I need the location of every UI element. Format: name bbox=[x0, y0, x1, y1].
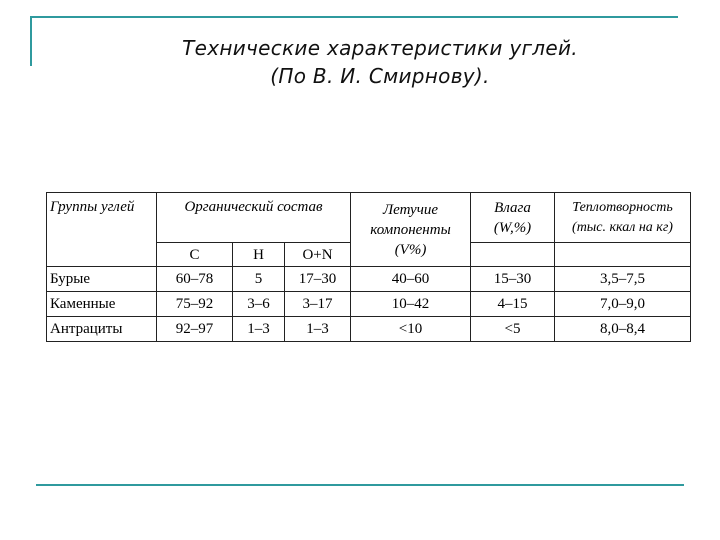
cell-volatile: 40–60 bbox=[351, 267, 471, 292]
cell-heat-value: 7,0–9,0 bbox=[555, 292, 691, 317]
cell-group-name: Бурые bbox=[47, 267, 157, 292]
subheader-moisture-blank bbox=[471, 243, 555, 267]
header-organic-composition: Органический состав bbox=[157, 193, 351, 243]
cell-volatile: <10 bbox=[351, 317, 471, 342]
coal-characteristics-table bbox=[46, 192, 691, 342]
decor-line-bottom bbox=[36, 484, 684, 486]
page-title bbox=[60, 34, 700, 90]
cell-group-name: Антрациты bbox=[47, 317, 157, 342]
cell-moisture: 15–30 bbox=[471, 267, 555, 292]
title-line-1: Технические характеристики углей. bbox=[182, 36, 578, 60]
subheader-hydrogen: Н bbox=[233, 243, 285, 267]
cell-heat-value: 3,5–7,5 bbox=[555, 267, 691, 292]
cell-moisture: <5 bbox=[471, 317, 555, 342]
cell-carbon: 60–78 bbox=[157, 267, 233, 292]
cell-carbon: 75–92 bbox=[157, 292, 233, 317]
cell-hydrogen: 5 bbox=[233, 267, 285, 292]
cell-oxygen-nitrogen: 3–17 bbox=[285, 292, 351, 317]
subheader-carbon: С bbox=[157, 243, 233, 267]
cell-group-name: Каменные bbox=[47, 292, 157, 317]
cell-moisture: 4–15 bbox=[471, 292, 555, 317]
cell-heat-value: 8,0–8,4 bbox=[555, 317, 691, 342]
table-row bbox=[47, 317, 691, 342]
table-row bbox=[47, 292, 691, 317]
decor-line-left bbox=[30, 16, 32, 66]
cell-hydrogen: 1–3 bbox=[233, 317, 285, 342]
header-heat-value: Теплотворность (тыс. ккал на кг) bbox=[555, 193, 691, 243]
subheader-oxygen-nitrogen: О+N bbox=[285, 243, 351, 267]
header-coal-groups: Группы углей bbox=[47, 193, 157, 267]
cell-carbon: 92–97 bbox=[157, 317, 233, 342]
subheader-heat-blank bbox=[555, 243, 691, 267]
header-moisture: Влага (W,%) bbox=[471, 193, 555, 243]
decor-line-top bbox=[30, 16, 678, 18]
cell-volatile: 10–42 bbox=[351, 292, 471, 317]
title-line-2: (По В. И. Смирнову). bbox=[270, 64, 490, 88]
cell-oxygen-nitrogen: 17–30 bbox=[285, 267, 351, 292]
table-row bbox=[47, 267, 691, 292]
cell-hydrogen: 3–6 bbox=[233, 292, 285, 317]
cell-oxygen-nitrogen: 1–3 bbox=[285, 317, 351, 342]
header-volatile-components: Летучие компоненты (V%) bbox=[351, 193, 471, 267]
